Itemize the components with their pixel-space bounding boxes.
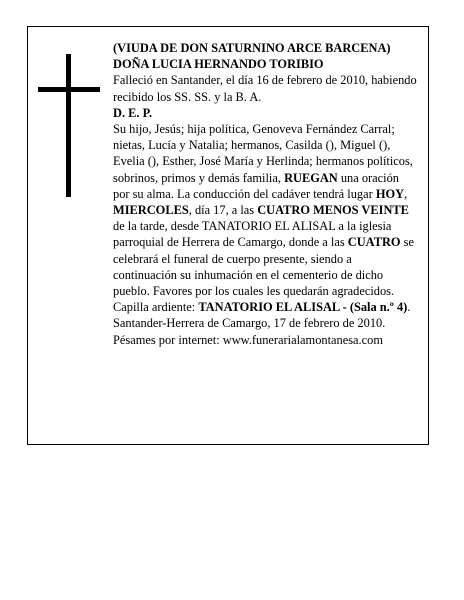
death-statement: Falleció en Santander, el día 16 de febrero de 2010, habiendo recibido los SS. SS. y la B. A.	[113, 73, 417, 104]
hoy-word: HOY	[375, 186, 405, 201]
cross-vertical-bar	[66, 54, 71, 197]
day-text: , día 17, a las	[188, 203, 258, 218]
comma-text: ,	[404, 186, 408, 201]
place-date-line: Santander-Herrera de Camargo, 17 de febrero de 2010.	[113, 316, 386, 331]
widow-of-line: (VIUDA DE DON SATURNINO ARCE BARCENA)	[113, 41, 391, 55]
deceased-name: DOÑA LUCIA HERNANDO TORIBIO	[113, 57, 324, 72]
capilla-label: Capilla ardiente:	[113, 300, 199, 315]
route-text: de la tarde, desde TANATORIO EL ALISAL a la iglesia parroquial de Herrera de Camargo, donde a las	[113, 219, 392, 250]
hour-text: CUATRO MENOS VEINTE	[257, 203, 409, 218]
capilla-value: TANATORIO EL ALISAL - (Sala n.º 4)	[198, 300, 408, 315]
family-paragraph	[113, 121, 418, 299]
miercoles-word: MIERCOLES	[113, 203, 189, 218]
funeral-text: se celebrará el funeral de cuerpo presente, siendo a continuación su inhumación en el cementerio de dicho pueblo. Favores por los cuales les quedarán agradecidos.	[113, 235, 414, 299]
cuatro-word: CUATRO	[347, 235, 401, 250]
family-list: Su hijo, Jesús; hija política, Genoveva Fernández Carral; nietas, Lucía y Natalia; hermanos, Casilda (), Miguel (), Evelia (), Esther, José María y Herlinda; hermanos políticos, sobrinos, primos y demás familia,	[113, 122, 413, 185]
dep-line: D. E. P.	[113, 105, 153, 120]
capilla-end: .	[407, 300, 411, 315]
ruegan-word: RUEGAN	[284, 170, 338, 185]
prayer-text: una oración por su alma. La conducción del cadáver tendrá lugar	[113, 170, 400, 201]
cross-icon	[38, 54, 100, 197]
cross-horizontal-bar	[38, 87, 100, 92]
pesames-line: Pésames por internet: www.funerarialamontanesa.com	[113, 332, 383, 347]
capilla-line	[113, 299, 418, 315]
obituary-text	[113, 40, 418, 348]
